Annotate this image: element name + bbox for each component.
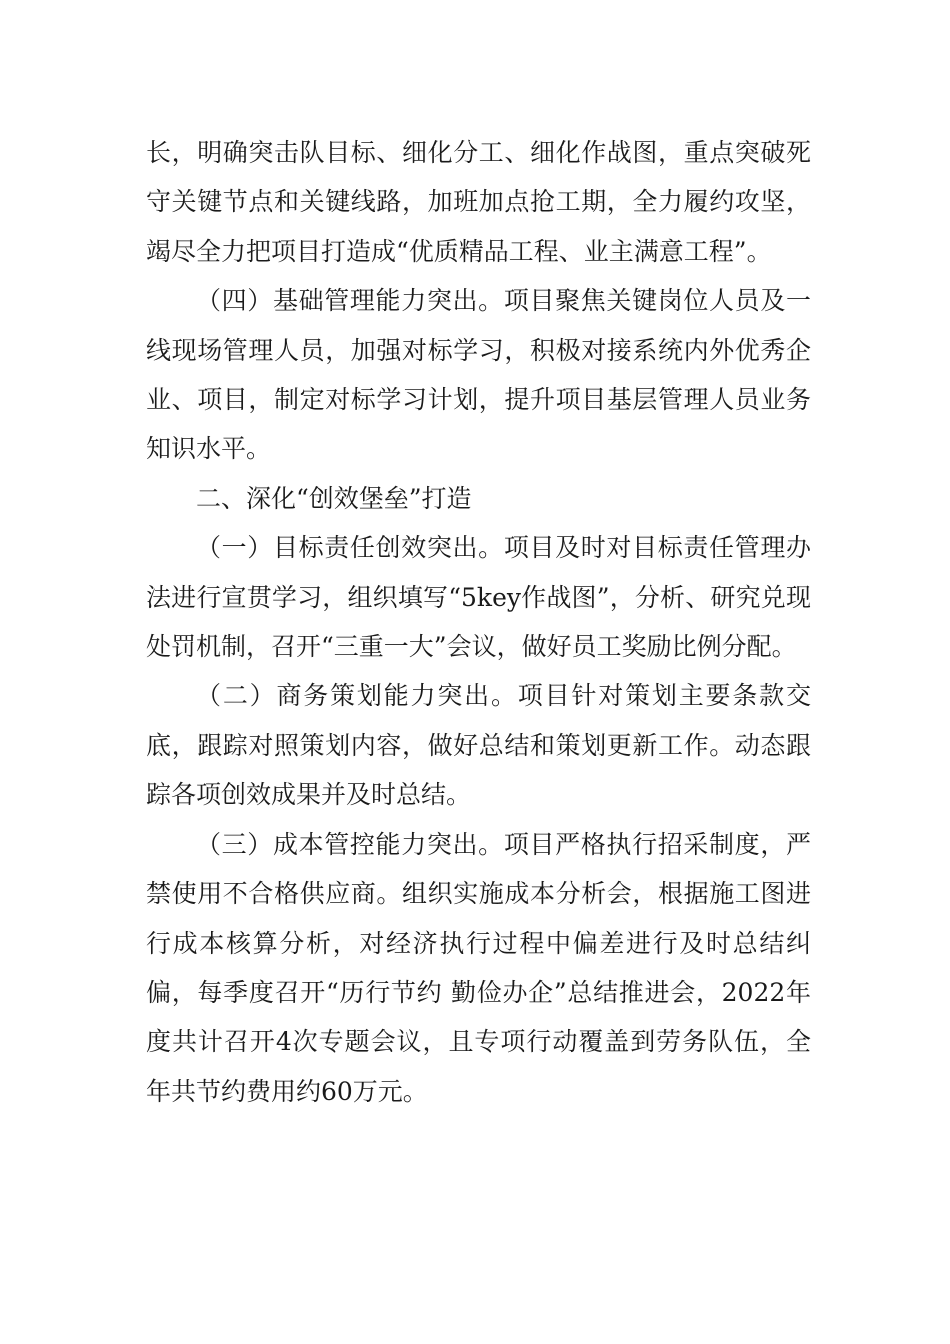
paragraph-business-planning: （二）商务策划能力突出。项目针对策划主要条款交底，跟踪对照策划内容，做好总结和策划更新工作。动态跟踪各项创效成果并及时总结。 — [146, 681, 811, 810]
paragraph-target-responsibility: （一）目标责任创效突出。项目及时对目标责任管理办法进行宣贯学习，组织填写“5key作战图”，分析、研究兑现处罚机制，召开“三重一大”会议，做好员工奖励比例分配。 — [146, 533, 811, 662]
document-body — [146, 128, 811, 1116]
paragraph-continuation: 长，明确突击队目标、细化分工、细化作战图，重点突破死守关键节点和关键线路，加班加点抢工期，全力履约攻坚，竭尽全力把项目打造成“优质精品工程、业主满意工程”。 — [146, 138, 811, 266]
paragraph-cost-control: （三）成本管控能力突出。项目严格执行招采制度，严禁使用不合格供应商。组织实施成本分析会，根据施工图进行成本核算分析，对经济执行过程中偏差进行及时总结纠偏，每季度召开“历行节约 勤俭办企”总结推进会，2022年度共计召开4次专题会议，且专项行动覆盖到劳务队伍，全年共节约费用约60万元。 — [146, 829, 811, 1106]
paragraph-basic-management: （四）基础管理能力突出。项目聚焦关键岗位人员及一线现场管理人员，加强对标学习，积极对接系统内外优秀企业、项目，制定对标学习计划，提升项目基层管理人员业务知识水平。 — [146, 286, 811, 464]
section-heading: 二、深化“创效堡垒”打造 — [196, 483, 472, 513]
